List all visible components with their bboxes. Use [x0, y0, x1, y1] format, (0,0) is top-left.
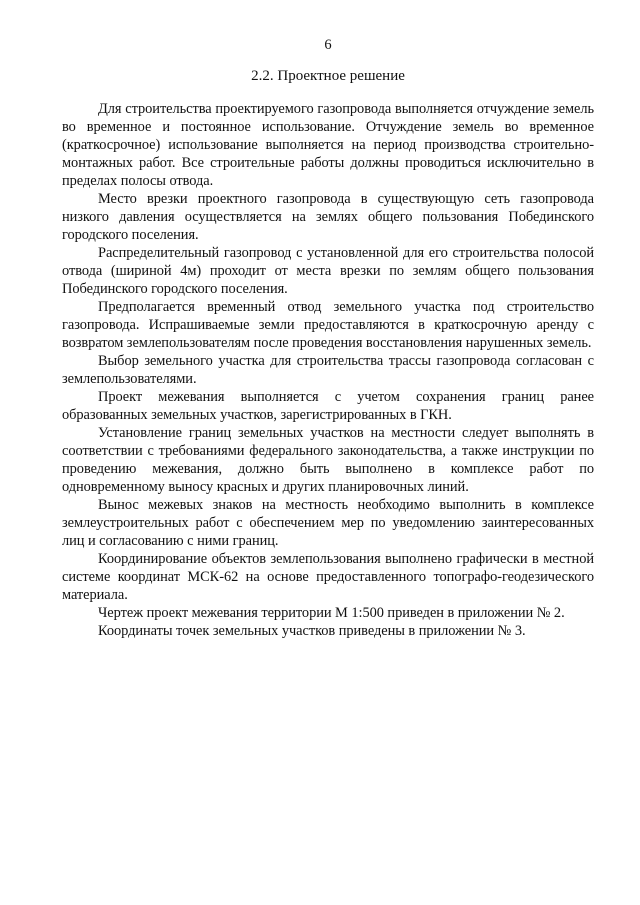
body-text	[62, 100, 594, 640]
paragraph-land-alienation: Для строительства проектируемого газопровода выполняется отчуждение земель во временное и постоянное использование. Отчуждение земель во временное (краткосрочное) использование выполняется на период производства строительно- монтажных работ. Все строительные работы должны проводиться исключительно в пределах полосы отвода.	[62, 101, 594, 189]
paragraph-distribution-pipeline: Распределительный газопровод с установленной для его строительства полосой отвода (шириной 4м) проходит от места врезки по землям общего пользования Побединского городского поселения.	[62, 245, 594, 297]
paragraph-tie-in-location: Место врезки проектного газопровода в существующую сеть газопровода низкого давления осуществляется на землях общего пользования Побединского городского поселения.	[62, 191, 594, 243]
document-page	[62, 36, 594, 640]
paragraph-boundary-establishment: Установление границ земельных участков на местности следует выполнять в соответствии с требованиями федерального законодательства, а также инструкции по проведению межевания, должно быть выполнено в комплексе работ по одновременному выносу красных и других планировочных линий.	[62, 425, 594, 495]
paragraph-boundary-survey: Проект межевания выполняется с учетом сохранения границ ранее образованных земельных участков, зарегистрированных в ГКН.	[62, 389, 594, 423]
paragraph-appendix-2: Чертеж проект межевания территории М 1:500 приведен в приложении № 2.	[98, 605, 565, 621]
paragraph-appendix-3: Координаты точек земельных участков приведены в приложении № 3.	[98, 623, 526, 639]
paragraph-boundary-markers: Вынос межевых знаков на местность необходимо выполнить в комплексе землеустроительных работ с обеспечением мер по уведомлению заинтересованных лиц и согласованию с ними границ.	[62, 497, 594, 549]
paragraph-coordinate-system: Координирование объектов землепользования выполнено графически в местной системе координат МСК-62 на основе предоставленного топографо-геодезического материала.	[62, 551, 594, 603]
page-number: 6	[324, 37, 332, 53]
paragraph-temporary-allotment: Предполагается временный отвод земельного участка под строительство газопровода. Испрашиваемые земли предоставляются в краткосрочную аренду с возвратом землепользователям после проведения восстановления нарушенных земель.	[62, 299, 594, 351]
section-title: 2.2. Проектное решение	[251, 68, 405, 84]
paragraph-site-selection: Выбор земельного участка для строительства трассы газопровода согласован с землепользователями.	[62, 353, 594, 387]
